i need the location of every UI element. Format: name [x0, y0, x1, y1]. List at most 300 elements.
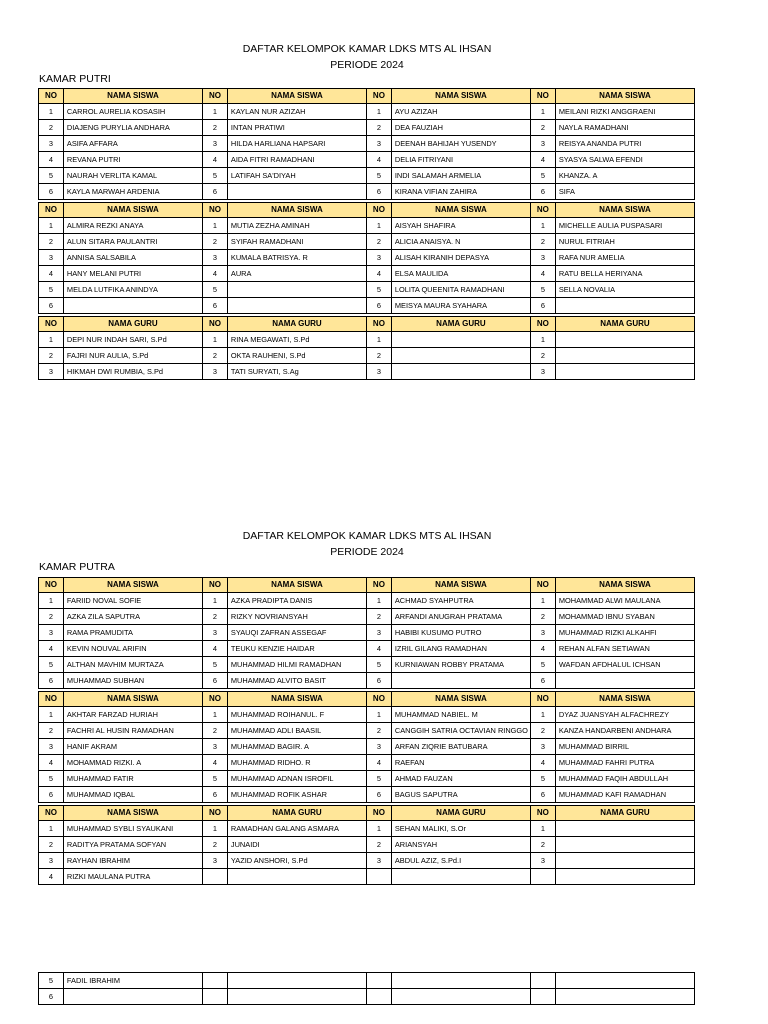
column-header: NAMA SISWA: [555, 89, 694, 104]
number-cell: 5: [202, 771, 227, 787]
number-cell: 1: [202, 707, 227, 723]
number-cell: 6: [39, 298, 64, 314]
number-cell: 5: [39, 657, 64, 673]
name-cell: ALMIRA REZKI ANAYA: [63, 218, 202, 234]
number-cell: 4: [39, 641, 64, 657]
column-header: NO: [366, 806, 391, 821]
number-cell: 1: [39, 332, 64, 348]
number-cell: 2: [530, 348, 555, 364]
number-cell: 3: [530, 364, 555, 380]
number-cell: 4: [366, 641, 391, 657]
name-cell: [555, 853, 694, 869]
name-cell: LOLITA QUEENITA RAMADHANI: [391, 282, 530, 298]
name-cell: [227, 973, 366, 989]
number-cell: 1: [202, 332, 227, 348]
name-cell: MUHAMMAD ADNAN ISROFIL: [227, 771, 366, 787]
number-cell: 4: [202, 641, 227, 657]
number-cell: 4: [39, 152, 64, 168]
name-cell: DEPI NUR INDAH SARI, S.Pd: [63, 332, 202, 348]
name-cell: DEA FAUZIAH: [391, 120, 530, 136]
number-cell: 4: [530, 641, 555, 657]
number-cell: 5: [39, 168, 64, 184]
column-header: NO: [366, 89, 391, 104]
number-cell: 6: [39, 989, 64, 1005]
name-cell: MUHAMMAD FAHRI PUTRA: [555, 755, 694, 771]
name-cell: [63, 989, 202, 1005]
period-putri: PERIODE 2024: [330, 59, 404, 71]
name-cell: RAMA PRAMUDITA: [63, 625, 202, 641]
table-row: [39, 609, 695, 625]
name-cell: REHAN ALFAN SETIAWAN: [555, 641, 694, 657]
number-cell: 5: [530, 657, 555, 673]
number-cell: 3: [366, 364, 391, 380]
table-header-row: [39, 692, 695, 707]
name-cell: RIZKY NOVRIANSYAH: [227, 609, 366, 625]
name-cell: ALICIA ANAISYA. N: [391, 234, 530, 250]
number-cell: 6: [530, 673, 555, 689]
number-cell: 2: [202, 234, 227, 250]
number-cell: 6: [366, 184, 391, 200]
name-cell: FARIID NOVAL SOFIE: [63, 593, 202, 609]
number-cell: 6: [202, 298, 227, 314]
name-cell: [227, 869, 366, 885]
name-cell: IZRIL GILANG RAMADHAN: [391, 641, 530, 657]
document-title-putri: DAFTAR KELOMPOK KAMAR LDKS MTS AL IHSAN: [242, 43, 492, 55]
name-cell: JUNAIDI: [227, 837, 366, 853]
number-cell: 5: [39, 282, 64, 298]
name-cell: MUHAMMAD ROFIK ASHAR: [227, 787, 366, 803]
name-cell: ELSA MAULIDA: [391, 266, 530, 282]
number-cell: 6: [530, 787, 555, 803]
number-cell: 2: [366, 234, 391, 250]
number-cell: 2: [366, 837, 391, 853]
table-row: [39, 869, 695, 885]
column-header: NO: [530, 806, 555, 821]
column-header: NO: [39, 806, 64, 821]
number-cell: 3: [366, 136, 391, 152]
column-header: NAMA SISWA: [227, 89, 366, 104]
column-header: NO: [202, 89, 227, 104]
number-cell: 3: [530, 250, 555, 266]
name-cell: ARIANSYAH: [391, 837, 530, 853]
name-cell: KURNIAWAN ROBBY PRATAMA: [391, 657, 530, 673]
number-cell: 1: [530, 218, 555, 234]
table-row: [39, 250, 695, 266]
column-header: NAMA GURU: [63, 317, 202, 332]
column-header: NO: [530, 317, 555, 332]
number-cell: 2: [202, 348, 227, 364]
column-header: NO: [39, 578, 64, 593]
name-cell: DELIA FITRIYANI: [391, 152, 530, 168]
name-cell: [555, 364, 694, 380]
name-cell: AHMAD FAUZAN: [391, 771, 530, 787]
column-header: NO: [202, 203, 227, 218]
number-cell: 6: [530, 298, 555, 314]
number-cell: 3: [202, 250, 227, 266]
name-cell: ABDUL AZIZ, S.Pd.I: [391, 853, 530, 869]
number-cell: 2: [202, 723, 227, 739]
column-header: NO: [202, 806, 227, 821]
name-cell: [555, 332, 694, 348]
name-cell: [555, 837, 694, 853]
column-header: NAMA SISWA: [391, 89, 530, 104]
name-cell: [391, 348, 530, 364]
name-cell: SYAUQI ZAFRAN ASSEGAF: [227, 625, 366, 641]
table-row: [39, 771, 695, 787]
number-cell: 6: [39, 787, 64, 803]
name-cell: [391, 869, 530, 885]
name-cell: KAYLA MARWAH ARDENIA: [63, 184, 202, 200]
number-cell: 6: [202, 673, 227, 689]
name-cell: [227, 989, 366, 1005]
number-cell: 1: [39, 821, 64, 837]
number-cell: 5: [366, 657, 391, 673]
table-row: [39, 152, 695, 168]
number-cell: 3: [39, 250, 64, 266]
name-cell: RATU BELLA HERIYANA: [555, 266, 694, 282]
table-row: [39, 266, 695, 282]
table-row: [39, 184, 695, 200]
number-cell: 2: [39, 120, 64, 136]
name-cell: SEHAN MALIKI, S.Or: [391, 821, 530, 837]
period-putra: PERIODE 2024: [330, 546, 404, 558]
number-cell: [366, 973, 391, 989]
number-cell: 3: [366, 739, 391, 755]
name-cell: [555, 348, 694, 364]
column-header: NO: [202, 578, 227, 593]
number-cell: 4: [202, 755, 227, 771]
number-cell: 1: [202, 593, 227, 609]
name-cell: [555, 973, 694, 989]
name-cell: MUHAMMAD IQBAL: [63, 787, 202, 803]
table-row: [39, 657, 695, 673]
column-header: NAMA SISWA: [63, 203, 202, 218]
number-cell: 1: [39, 593, 64, 609]
table-row: [39, 837, 695, 853]
name-cell: MUHAMMAD RIDHO. R: [227, 755, 366, 771]
table-header-row: [39, 806, 695, 821]
table-row: [39, 168, 695, 184]
name-cell: MUHAMMAD HILMI RAMADHAN: [227, 657, 366, 673]
section-label-putra: KAMAR PUTRA: [39, 561, 115, 573]
column-header: NO: [530, 203, 555, 218]
name-cell: TATI SURYATI, S.Ag: [227, 364, 366, 380]
number-cell: [366, 869, 391, 885]
number-cell: 1: [530, 707, 555, 723]
name-cell: MELDA LUTFIKA ANINDYA: [63, 282, 202, 298]
number-cell: [202, 869, 227, 885]
column-header: NO: [530, 692, 555, 707]
table-row: [39, 625, 695, 641]
number-cell: 4: [202, 266, 227, 282]
number-cell: 3: [202, 853, 227, 869]
name-cell: MUHAMMAD ALVITO BASIT: [227, 673, 366, 689]
table-row: [39, 298, 695, 314]
column-header: NO: [530, 578, 555, 593]
table-row: [39, 989, 695, 1005]
number-cell: 3: [530, 136, 555, 152]
number-cell: 5: [202, 657, 227, 673]
room-table-putri: [38, 88, 695, 380]
column-header: NAMA GURU: [391, 317, 530, 332]
table-row: [39, 332, 695, 348]
number-cell: 1: [366, 104, 391, 120]
column-header: NAMA GURU: [391, 806, 530, 821]
number-cell: 6: [366, 787, 391, 803]
name-cell: ALTHAN MAVHIM MURTAZA: [63, 657, 202, 673]
name-cell: HANIF AKRAM: [63, 739, 202, 755]
name-cell: SELLA NOVALIA: [555, 282, 694, 298]
name-cell: [391, 364, 530, 380]
name-cell: MUHAMMAD SYBLI SYAUKANI: [63, 821, 202, 837]
name-cell: [555, 869, 694, 885]
number-cell: 5: [530, 771, 555, 787]
name-cell: KAYLAN NUR AZIZAH: [227, 104, 366, 120]
number-cell: 5: [202, 282, 227, 298]
number-cell: 1: [202, 104, 227, 120]
column-header: NAMA SISWA: [227, 692, 366, 707]
number-cell: 1: [366, 707, 391, 723]
name-cell: RAFA NUR AMELIA: [555, 250, 694, 266]
number-cell: 2: [202, 120, 227, 136]
column-header: NO: [366, 578, 391, 593]
table-row: [39, 707, 695, 723]
number-cell: 4: [530, 755, 555, 771]
name-cell: ARFANDI ANUGRAH PRATAMA: [391, 609, 530, 625]
number-cell: 2: [39, 723, 64, 739]
table-row: [39, 348, 695, 364]
name-cell: MUHAMMAD BAGIR. A: [227, 739, 366, 755]
number-cell: 5: [530, 168, 555, 184]
name-cell: FACHRI AL HUSIN RAMADHAN: [63, 723, 202, 739]
name-cell: TEUKU KENZIE HAIDAR: [227, 641, 366, 657]
number-cell: 1: [366, 821, 391, 837]
table-row: [39, 593, 695, 609]
number-cell: 4: [366, 152, 391, 168]
number-cell: 3: [39, 136, 64, 152]
room-table-putra: [38, 577, 695, 885]
number-cell: 5: [366, 282, 391, 298]
name-cell: INTAN PRATIWI: [227, 120, 366, 136]
name-cell: FAJRI NUR AULIA, S.Pd: [63, 348, 202, 364]
number-cell: 3: [202, 739, 227, 755]
number-cell: 6: [39, 673, 64, 689]
table-row: [39, 120, 695, 136]
number-cell: 3: [366, 250, 391, 266]
table-row: [39, 641, 695, 657]
name-cell: RINA MEGAWATI, S.Pd: [227, 332, 366, 348]
name-cell: MEILANI RIZKI ANGGRAENI: [555, 104, 694, 120]
column-header: NAMA GURU: [555, 806, 694, 821]
table-row: [39, 282, 695, 298]
number-cell: 4: [39, 755, 64, 771]
column-header: NO: [366, 692, 391, 707]
name-cell: YAZID ANSHORI, S.Pd: [227, 853, 366, 869]
number-cell: 2: [39, 234, 64, 250]
number-cell: 3: [530, 625, 555, 641]
number-cell: 3: [202, 364, 227, 380]
column-header: NAMA SISWA: [227, 203, 366, 218]
name-cell: MICHELLE AULIA PUSPASARI: [555, 218, 694, 234]
number-cell: 4: [39, 869, 64, 885]
room-table-putra-continuation: [38, 972, 695, 1005]
name-cell: REISYA ANANDA PUTRI: [555, 136, 694, 152]
name-cell: [555, 673, 694, 689]
name-cell: [391, 332, 530, 348]
number-cell: 5: [202, 168, 227, 184]
column-header: NO: [202, 317, 227, 332]
name-cell: RAYHAN IBRAHIM: [63, 853, 202, 869]
number-cell: 2: [366, 120, 391, 136]
number-cell: 1: [530, 821, 555, 837]
name-cell: AZKA PRADIPTA DANIS: [227, 593, 366, 609]
name-cell: KANZA HANDARBENI ANDHARA: [555, 723, 694, 739]
number-cell: 2: [530, 723, 555, 739]
column-header: NAMA SISWA: [63, 806, 202, 821]
name-cell: [555, 821, 694, 837]
name-cell: ALISAH KIRANIH DEPASYA: [391, 250, 530, 266]
name-cell: MOHAMMAD ALWI MAULANA: [555, 593, 694, 609]
table-row: [39, 234, 695, 250]
column-header: NO: [366, 203, 391, 218]
number-cell: 1: [530, 332, 555, 348]
name-cell: HIKMAH DWI RUMBIA, S.Pd: [63, 364, 202, 380]
number-cell: 1: [366, 593, 391, 609]
column-header: NAMA SISWA: [63, 692, 202, 707]
name-cell: CARROL AURELIA KOSASIH: [63, 104, 202, 120]
name-cell: [555, 298, 694, 314]
name-cell: MOHAMMAD IBNU SYABAN: [555, 609, 694, 625]
table-header-row: [39, 578, 695, 593]
column-header: NAMA GURU: [227, 317, 366, 332]
name-cell: ARFAN ZIQRIE BATUBARA: [391, 739, 530, 755]
name-cell: RAMADHAN GALANG ASMARA: [227, 821, 366, 837]
name-cell: SYIFAH RAMADHANI: [227, 234, 366, 250]
name-cell: MUHAMMAD BIRRIL: [555, 739, 694, 755]
number-cell: 2: [530, 234, 555, 250]
column-header: NO: [366, 317, 391, 332]
number-cell: 5: [39, 771, 64, 787]
number-cell: 6: [366, 673, 391, 689]
number-cell: 1: [39, 218, 64, 234]
name-cell: MUHAMMAD ADLI BAASIL: [227, 723, 366, 739]
name-cell: RAEFAN: [391, 755, 530, 771]
name-cell: DEENAH BAHIJAH YUSENDY: [391, 136, 530, 152]
number-cell: 5: [530, 282, 555, 298]
table-row: [39, 136, 695, 152]
number-cell: 1: [530, 104, 555, 120]
name-cell: MUHAMMAD NABIEL. M: [391, 707, 530, 723]
name-cell: MUTIA ZEZHA AMINAH: [227, 218, 366, 234]
name-cell: KEVIN NOUVAL ARIFIN: [63, 641, 202, 657]
number-cell: 5: [366, 771, 391, 787]
column-header: NO: [39, 692, 64, 707]
number-cell: 1: [530, 593, 555, 609]
number-cell: 2: [366, 723, 391, 739]
name-cell: NAURAH VERLITA KAMAL: [63, 168, 202, 184]
column-header: NAMA SISWA: [391, 692, 530, 707]
number-cell: 3: [39, 853, 64, 869]
name-cell: [391, 673, 530, 689]
name-cell: HABIBI KUSUMO PUTRO: [391, 625, 530, 641]
name-cell: HANY MELANI PUTRI: [63, 266, 202, 282]
number-cell: 1: [366, 332, 391, 348]
column-header: NO: [530, 89, 555, 104]
name-cell: MUHAMMAD FATIR: [63, 771, 202, 787]
name-cell: MUHAMMAD KAFI RAMADHAN: [555, 787, 694, 803]
table-row: [39, 364, 695, 380]
name-cell: ACHMAD SYAHPUTRA: [391, 593, 530, 609]
name-cell: CANGGIH SATRIA OCTAVIAN RINGGO: [391, 723, 530, 739]
number-cell: 2: [202, 609, 227, 625]
number-cell: 4: [366, 755, 391, 771]
name-cell: MEISYA MAURA SYAHARA: [391, 298, 530, 314]
name-cell: KUMALA BATRISYA. R: [227, 250, 366, 266]
name-cell: AURA: [227, 266, 366, 282]
number-cell: 3: [366, 853, 391, 869]
column-header: NO: [39, 89, 64, 104]
table-row: [39, 723, 695, 739]
number-cell: 1: [39, 104, 64, 120]
column-header: NAMA GURU: [227, 806, 366, 821]
name-cell: SIFA: [555, 184, 694, 200]
number-cell: 3: [39, 739, 64, 755]
number-cell: 4: [530, 152, 555, 168]
column-header: NO: [39, 203, 64, 218]
name-cell: DYAZ JUANSYAH ALFACHREZY: [555, 707, 694, 723]
table-header-row: [39, 203, 695, 218]
number-cell: 3: [202, 625, 227, 641]
number-cell: 2: [530, 120, 555, 136]
number-cell: 2: [202, 837, 227, 853]
name-cell: [555, 989, 694, 1005]
name-cell: [63, 298, 202, 314]
number-cell: 4: [530, 266, 555, 282]
number-cell: [530, 973, 555, 989]
name-cell: REVANA PUTRI: [63, 152, 202, 168]
number-cell: 1: [202, 218, 227, 234]
number-cell: 5: [366, 168, 391, 184]
table-header-row: [39, 317, 695, 332]
number-cell: 4: [366, 266, 391, 282]
name-cell: RIZKI MAULANA PUTRA: [63, 869, 202, 885]
number-cell: [366, 989, 391, 1005]
number-cell: [202, 989, 227, 1005]
number-cell: 6: [202, 184, 227, 200]
name-cell: MUHAMMAD FAQIH ABDULLAH: [555, 771, 694, 787]
section-label-putri: KAMAR PUTRI: [39, 73, 111, 85]
name-cell: KHANZA. A: [555, 168, 694, 184]
name-cell: AZKA ZILA SAPUTRA: [63, 609, 202, 625]
name-cell: KIRANA VIFIAN ZAHIRA: [391, 184, 530, 200]
number-cell: [202, 973, 227, 989]
number-cell: 4: [39, 266, 64, 282]
table-row: [39, 755, 695, 771]
name-cell: NURUL FITRIAH: [555, 234, 694, 250]
column-header: NAMA SISWA: [227, 578, 366, 593]
number-cell: 2: [366, 348, 391, 364]
name-cell: ANNISA SALSABILA: [63, 250, 202, 266]
number-cell: 2: [530, 609, 555, 625]
name-cell: AISYAH SHAFIRA: [391, 218, 530, 234]
name-cell: FADIL IBRAHIM: [63, 973, 202, 989]
number-cell: 1: [39, 707, 64, 723]
name-cell: NAYLA RAMADHANI: [555, 120, 694, 136]
name-cell: [391, 989, 530, 1005]
number-cell: 6: [366, 298, 391, 314]
column-header: NAMA SISWA: [391, 203, 530, 218]
number-cell: 6: [530, 184, 555, 200]
